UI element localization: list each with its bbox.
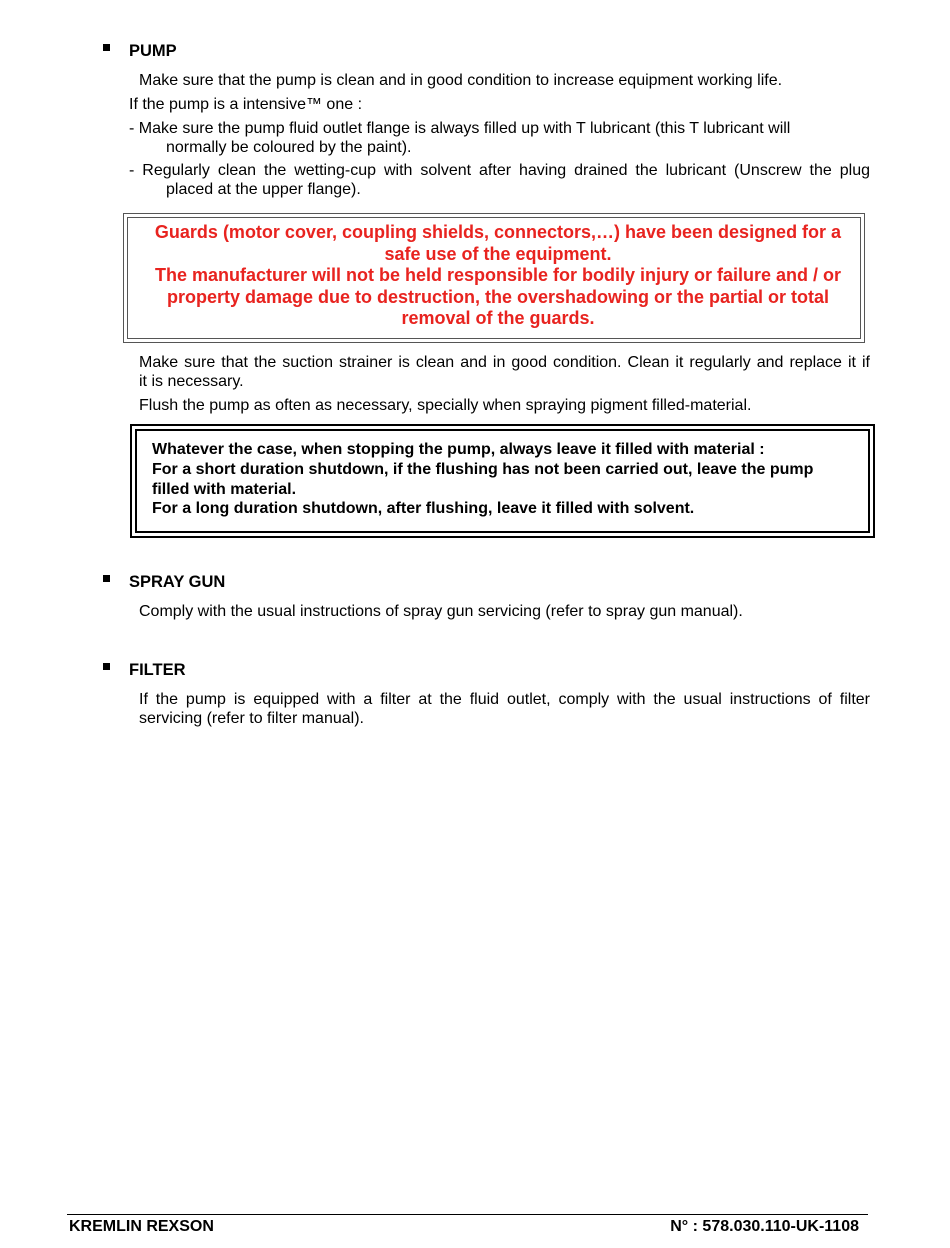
stop-warning-text (152, 440, 859, 519)
pump-intro: Make sure that the pump is clean and in good condition to increase equipment working life. (139, 72, 783, 89)
bullet-icon (103, 44, 110, 51)
strainer-line-2: it is necessary. (139, 373, 244, 390)
flush-text: Flush the pump as often as necessary, specially when spraying pigment filled-material. (139, 397, 752, 414)
guards-warning-text (142, 222, 854, 330)
spray-gun-text: Comply with the usual instructions of spray gun servicing (refer to spray gun manual). (139, 603, 743, 620)
footer-divider (67, 1214, 868, 1215)
guards-warning-line: Guards (motor cover, coupling shields, connectors,…) have been designed for a (154, 222, 842, 242)
guards-warning-line: removal of the guards. (401, 308, 595, 329)
spray-gun-heading: SPRAY GUN (129, 573, 226, 591)
bullet-icon (103, 663, 110, 670)
guards-warning-line: The manufacturer will not be held responsible for bodily injury or failure and / or (154, 265, 842, 286)
pump-item-1-line-1: - Make sure the pump fluid outlet flange is always filled up with T lubricant (this T lubricant will (129, 120, 791, 137)
stop-warning-line: For a long duration shutdown, after flushing, leave it filled with solvent. (152, 500, 695, 518)
footer-doc-number: N° : 578.030.110-UK-1108 (670, 1218, 859, 1235)
pump-heading: PUMP (129, 42, 177, 60)
strainer-line-1: Make sure that the suction strainer is clean and in good condition. Clean it regularly and replace it if (139, 354, 870, 371)
filter-line-2: servicing (refer to filter manual). (139, 710, 364, 727)
footer-company: KREMLIN REXSON (69, 1218, 214, 1235)
guards-warning-box (123, 213, 865, 343)
stop-warning-box (130, 424, 875, 538)
filter-heading: FILTER (129, 661, 186, 679)
filter-line-1: If the pump is equipped with a filter at the fluid outlet, comply with the usual instructions of filter (139, 691, 870, 708)
stop-warning-line: For a short duration shutdown, if the flushing has not been carried out, leave the pump (152, 460, 814, 478)
guards-warning-line: property damage due to destruction, the overshadowing or the partial or total (166, 286, 830, 307)
stop-warning-line: Whatever the case, when stopping the pump, always leave it filled with material : (152, 441, 765, 458)
bullet-icon (103, 575, 110, 582)
pump-item-2-line-1: - Regularly clean the wetting-cup with solvent after having drained the lubricant (Unscrew the plug (129, 162, 870, 179)
stop-warning-line: filled with material. (152, 480, 297, 498)
pump-item-2-line-2: placed at the upper flange). (166, 181, 361, 198)
pump-intensive: If the pump is a intensive™ one : (129, 96, 363, 113)
pump-item-1-line-2: normally be coloured by the paint). (166, 139, 412, 156)
guards-warning-line: safe use of the equipment. (384, 243, 612, 264)
